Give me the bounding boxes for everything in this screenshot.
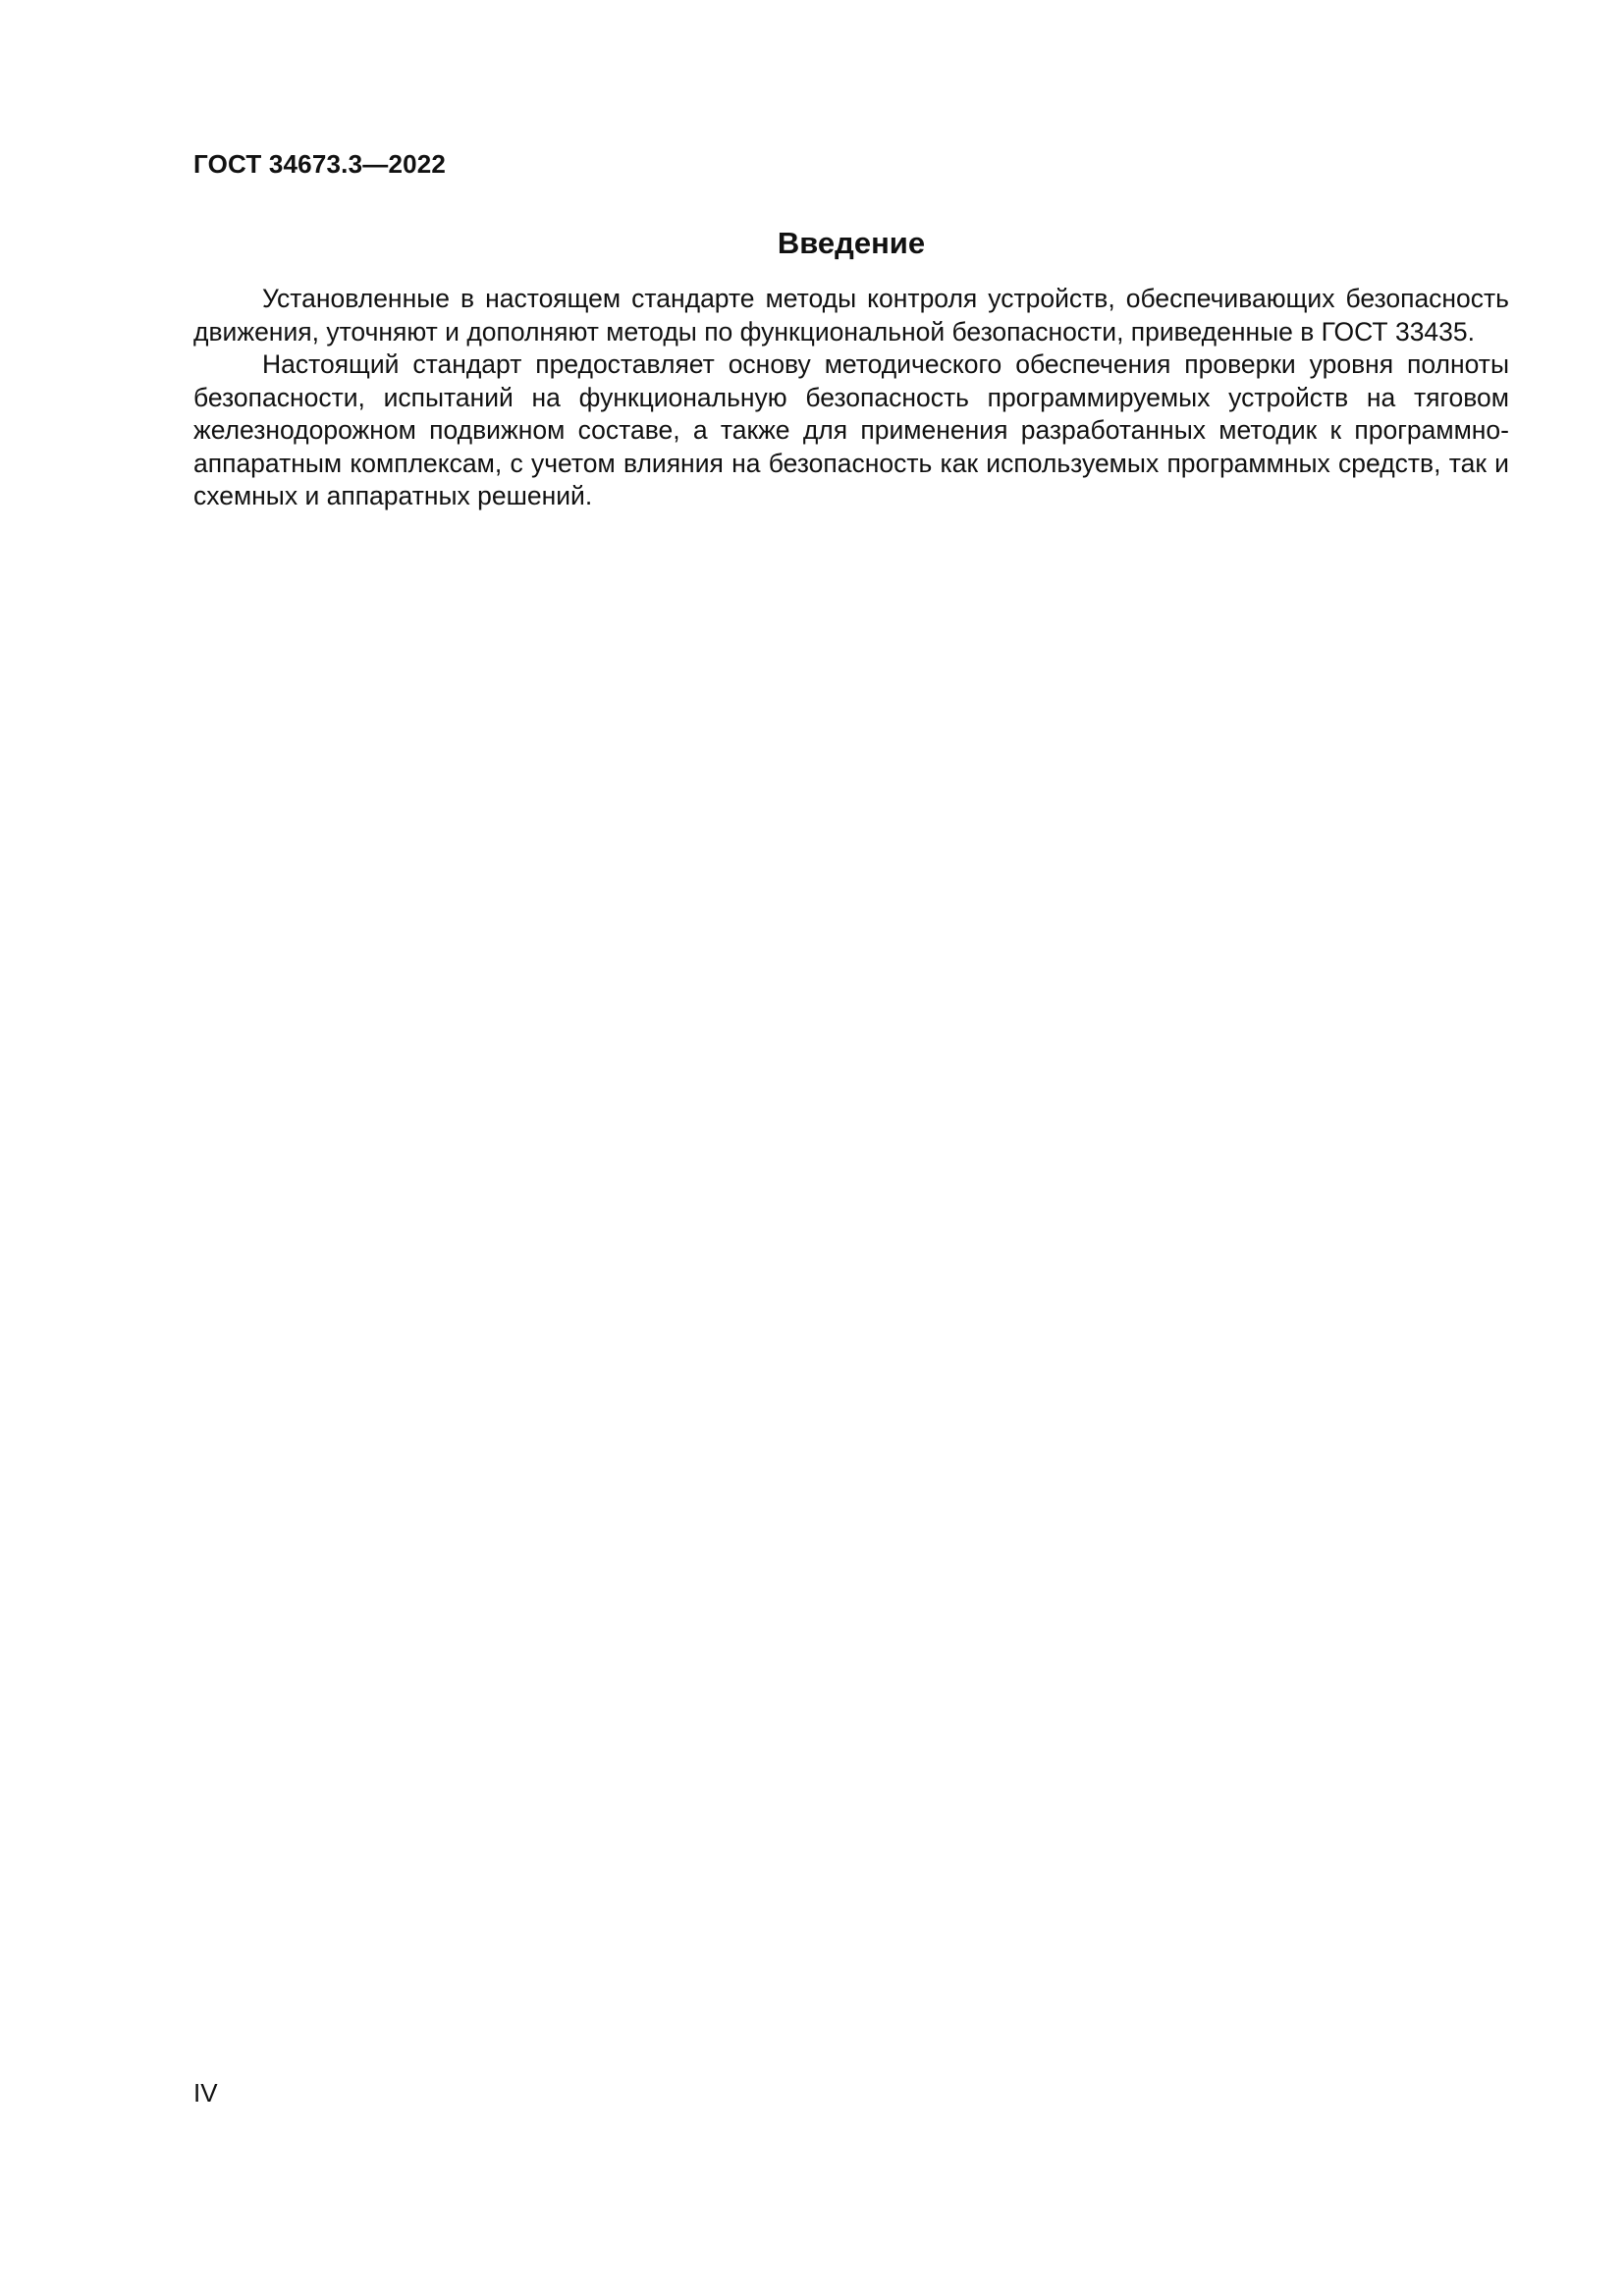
section-title: Введение xyxy=(777,226,926,260)
page-number: IV xyxy=(193,2078,218,2108)
paragraph-1: Установленные в настоящем стандарте методы контроля устройств, обеспечивающих безопасность движения, уточняют и дополняют методы по функциональной безопасности, приведенные в ГОСТ 33435. xyxy=(193,284,1509,347)
body-text xyxy=(193,283,1509,513)
standard-identifier: ГОСТ 34673.3—2022 xyxy=(193,149,447,179)
paragraph-2: Настоящий стандарт предоставляет основу методического обеспечения проверки уровня полноты безопасности, испытаний на функциональную безопасность программируемых устройств на тяговом железнодорожном подвижном составе, а также для применения разработанных методик к программно-аппаратным комплексам, с учетом влияния на безопасность как используемых программных средств, так и схемных и аппаратных решений. xyxy=(193,349,1509,510)
